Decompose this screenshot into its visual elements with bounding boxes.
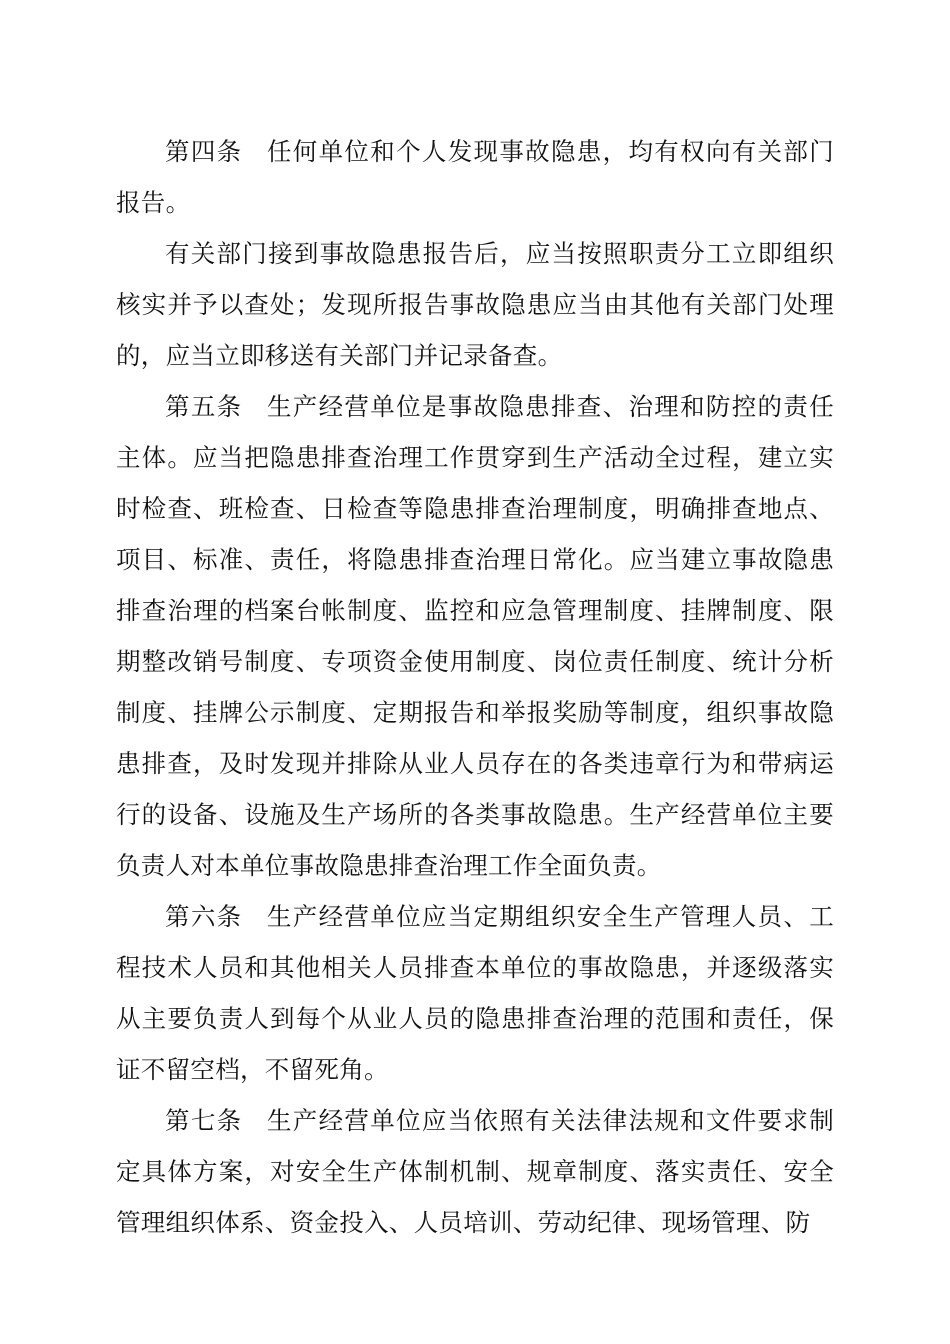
article-number: 第七条 bbox=[165, 1106, 243, 1135]
article-number: 第五条 bbox=[165, 392, 243, 421]
article-number: 第六条 bbox=[165, 902, 243, 931]
paragraph-article-5 bbox=[116, 381, 834, 891]
paragraph-article-6 bbox=[116, 891, 834, 1095]
paragraph-text: 生产经营单位是事故隐患排查、治理和防控的责任主体。应当把隐患排查治理工作贯穿到生产活动全过程，建立实时检查、班检查、日检查等隐患排查治理制度，明确排查地点、项目、标准、责任，将隐患排查治理日常化。应当建立事故隐患排查治理的档案台帐制度、监控和应急管理制度、挂牌制度、限期整改销号制度、专项资金使用制度、岗位责任制度、统计分析制度、挂牌公示制度、定期报告和举报奖励等制度，组织事故隐患排查，及时发现并排除从业人员存在的各类违章行为和带病运行的设备、设施及生产场所的各类事故隐患。生产经营单位主要负责人对本单位事故隐患排查治理工作全面负责。 bbox=[116, 392, 834, 880]
paragraph-article-4-cont bbox=[116, 228, 834, 381]
paragraph-text: 有关部门接到事故隐患报告后，应当按照职责分工立即组织核实并予以查处；发现所报告事故隐患应当由其他有关部门处理的，应当立即移送有关部门并记录备查。 bbox=[116, 239, 834, 370]
article-number: 第四条 bbox=[165, 137, 243, 166]
paragraph-article-4 bbox=[116, 126, 834, 228]
paragraph-text: 任何单位和个人发现事故隐患，均有权向有关部门报告。 bbox=[116, 137, 834, 217]
document-body bbox=[116, 126, 834, 1248]
paragraph-article-7 bbox=[116, 1095, 834, 1248]
paragraph-text: 生产经营单位应当依照有关法律法规和文件要求制定具体方案，对安全生产体制机制、规章制度、落实责任、安全管理组织体系、资金投入、人员培训、劳动纪律、现场管理、防 bbox=[116, 1106, 834, 1237]
paragraph-text: 生产经营单位应当定期组织安全生产管理人员、工程技术人员和其他相关人员排查本单位的事故隐患，并逐级落实从主要负责人到每个从业人员的隐患排查治理的范围和责任，保证不留空档，不留死角。 bbox=[116, 902, 834, 1084]
